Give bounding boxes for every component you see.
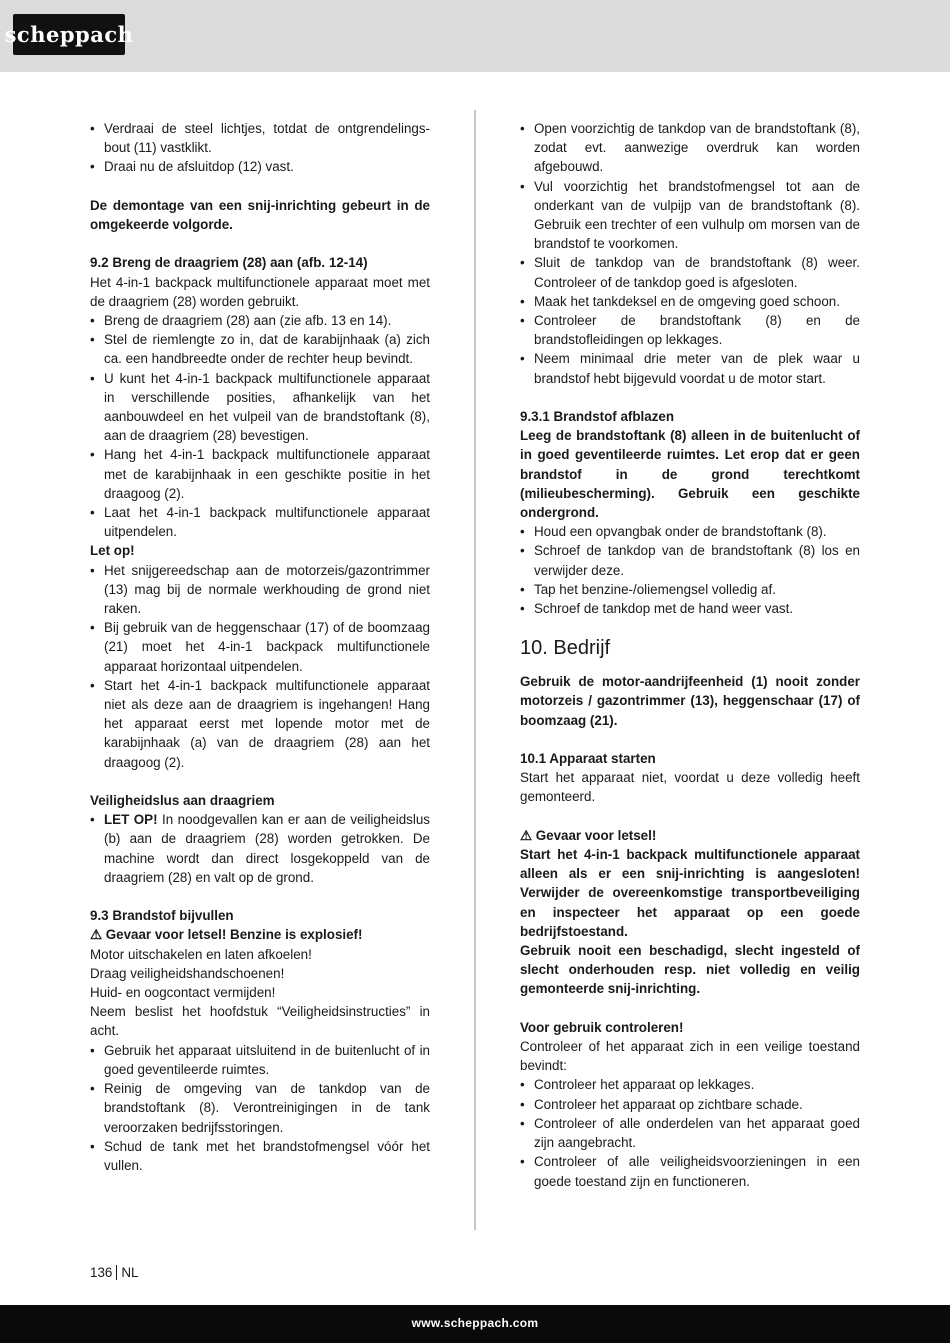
bullet-list-assembly: [90, 119, 430, 177]
demontage-note: De demontage van een snij-inrichting gebeurt in de omgekeerde volgorde.: [90, 197, 430, 232]
heading-9-3-1: 9.3.1 Brandstof afblazen: [520, 409, 675, 425]
bullet-list-bijvullen: [90, 1041, 430, 1175]
warning-injury: ⚠ Gevaar voor letsel!: [520, 827, 657, 843]
bullet-list-afblazen: [520, 522, 860, 618]
list-item: • Bij gebruik van de heggenschaar (17) of de boomzaag (21) moet het 4-in-1 backpack multifunctionele apparaat horizontaal uitpendelen.: [90, 618, 430, 676]
heading-10: [520, 634, 860, 662]
heading-9-3: 9.3 Brandstof bijvullen: [90, 908, 234, 924]
bullet-list-let-op: [90, 561, 430, 772]
column-divider: [474, 110, 476, 1230]
list-item: • Het snijgereedschap aan de motorzeis/gazontrimmer (13) mag bij de normale werkhouding de grond niet raken.: [90, 561, 430, 619]
paragraph-9-3-1: Leeg de brandstoftank (8) alleen in de buitenlucht of in goed geventileerde ruimtes. Let erop dat er geen brandstof in de grond terechtkomt (milieubescherming). Gebruik een geschikte ondergrond.: [520, 428, 860, 521]
bullet-list-draagriem: [90, 311, 430, 541]
list-item: • Start het 4-in-1 backpack multifunctionele apparaat niet als deze aan de draagriem is ingehangen! Hang het apparaat eerst met lopende motor met de karabijnhaak (a) van de draagriem (28) aan het draagoog (2).: [90, 676, 430, 772]
list-item: • Controleer het apparaat op zichtbare schade.: [520, 1095, 860, 1114]
list-item: • Tap het benzine-/oliemengsel volledig af.: [520, 580, 860, 599]
list-item: • Controleer het apparaat op lekkages.: [520, 1075, 860, 1094]
list-item: • Houd een opvangbak onder de brandstoftank (8).: [520, 522, 860, 541]
list-item: • Sluit de tankdop van de brandstoftank (8) weer. Controleer of de tankdop goed is afgesloten.: [520, 253, 860, 291]
list-item: • Neem minimaal drie meter van de plek waar u brandstof hebt bijgevuld voordat u de motor start.: [520, 349, 860, 387]
list-item: • Schroef de tankdop van de brandstoftank (8) los en verwijder deze.: [520, 541, 860, 579]
bullet-list-tanken: [520, 119, 860, 388]
heading-check: Voor gebruik controleren!: [520, 1019, 684, 1035]
list-item: [90, 810, 430, 887]
website-url: www.scheppach.com: [411, 1316, 539, 1330]
heading-10-1: 10.1 Apparaat starten: [520, 751, 656, 767]
bullet-list-veiligheidslus: [90, 810, 430, 887]
paragraph-9-2: Het 4-in-1 backpack multifunctionele apparaat moet met de draagriem (28) worden gebruikt.: [90, 274, 430, 309]
list-item: • Verdraai de steel lichtjes, totdat de ontgrendelings-bout (11) vastklikt.: [90, 119, 430, 157]
heading-10-title: Bedrijf: [553, 637, 611, 660]
safety-line: Huid- en oogcontact vermijden!: [90, 985, 276, 1001]
warning-text-damaged: Gebruik nooit een beschadigd, slecht ingesteld of slecht onderhouden resp. niet volledig en veilig gemonteerde snij-inrichting.: [520, 943, 860, 997]
paragraph-10: Gebruik de motor-aandrijfeenheid (1) nooit zonder motorzeis / gazontrimmer (13), heggenschaar (17) of boomzaag (21).: [520, 674, 860, 728]
page-number-footer: [90, 1265, 138, 1280]
paragraph-check: Controleer of het apparaat zich in een veilige toestand bevindt:: [520, 1039, 860, 1074]
left-column: [90, 119, 430, 1175]
list-item: • Controleer of alle veiligheidsvoorzieningen in een goede toestand zijn en functioneren.: [520, 1152, 860, 1190]
safety-line: Neem beslist het hoofdstuk “Veiligheidsinstructies” in acht.: [90, 1004, 430, 1039]
safety-line: Draag veiligheidshandschoenen!: [90, 965, 285, 981]
heading-veiligheidslus: Veiligheidslus aan draagriem: [90, 793, 275, 809]
let-op-label: LET OP!: [104, 812, 158, 828]
list-item: • Laat het 4-in-1 backpack multifunctionele apparaat uitpendelen.: [90, 503, 430, 541]
list-item: • Breng de draagriem (28) aan (zie afb. 13 en 14).: [90, 311, 430, 330]
let-op-heading: Let op!: [90, 543, 135, 559]
list-item: • Vul voorzichtig het brandstofmengsel tot aan de onderkant van de vulpijp van de brandstoftank (8). Gebruik een trechter of een vulhulp om morsen van de brandstof te voorkomen.: [520, 177, 860, 254]
language-code: NL: [121, 1265, 139, 1280]
list-item: • Schroef de tankdop met de hand weer vast.: [520, 599, 860, 618]
list-item: • Maak het tankdeksel en de omgeving goed schoon.: [520, 292, 860, 311]
warning-explosive: ⚠ Gevaar voor letsel! Benzine is explosief!: [90, 927, 363, 943]
footer-separator: [116, 1265, 117, 1280]
page-number: 136: [90, 1265, 113, 1280]
heading-10-number: 10.: [520, 637, 548, 660]
list-item: • Schud de tank met het brandstofmengsel vóór het vullen.: [90, 1137, 430, 1175]
list-item: • U kunt het 4-in-1 backpack multifunctionele apparaat in verschillende posities, afhankelijk van het aanbouwdeel en het vulpeil van de brandstoftank (8), aan de draagriem (28) bevestigen.: [90, 369, 430, 446]
list-item: • Hang het 4-in-1 backpack multifunctionele apparaat met de karabijnhaak in een geschikte positie in het draagoog (2).: [90, 445, 430, 503]
heading-9-2: 9.2 Breng de draagriem (28) aan (afb. 12-14): [90, 255, 368, 271]
list-item: • Controleer of alle onderdelen van het apparaat goed zijn aangebracht.: [520, 1114, 860, 1152]
safety-line: Motor uitschakelen en laten afkoelen!: [90, 946, 312, 962]
bullet-list-check: [520, 1075, 860, 1190]
header-band: [0, 0, 950, 72]
veiligheidslus-text: In noodgevallen kan er aan de veiligheidslus (b) aan de draagriem (28) worden getrokken. De machine wordt dan direct losgekoppeld van de draagriem (28) en valt op de grond.: [104, 812, 430, 885]
list-item: • Open voorzichtig de tankdop van de brandstoftank (8), zodat evt. aanwezige overdruk kan worden afgebouwd.: [520, 119, 860, 177]
list-item: • Stel de riemlengte zo in, dat de karabijnhaak (a) zich ca. een handbreedte onder de rechter heup bevindt.: [90, 330, 430, 368]
list-item: • Controleer de brandstoftank (8) en de brandstofleidingen op lekkages.: [520, 311, 860, 349]
right-column: [520, 119, 860, 1191]
list-item: • Draai nu de afsluitdop (12) vast.: [90, 157, 430, 176]
list-item: • Gebruik het apparaat uitsluitend in de buitenlucht of in goed geventileerde ruimtes.: [90, 1041, 430, 1079]
scheppach-logo: scheppach: [13, 14, 125, 55]
list-item: • Reinig de omgeving van de tankdop van de brandstoftank (8). Verontreinigingen in de tank veroorzaken bedrijfsstoringen.: [90, 1079, 430, 1137]
warning-text-start: Start het 4-in-1 backpack multifunctionele apparaat alleen als er een snij-inrichting is aangesloten! Verwijder de overeenkomstige transportbeveiliging en inspecteer het apparaat op een goede bedrijfstoestand.: [520, 847, 860, 939]
paragraph-10-1: Start het apparaat niet, voordat u deze volledig heeft gemonteerd.: [520, 770, 860, 805]
